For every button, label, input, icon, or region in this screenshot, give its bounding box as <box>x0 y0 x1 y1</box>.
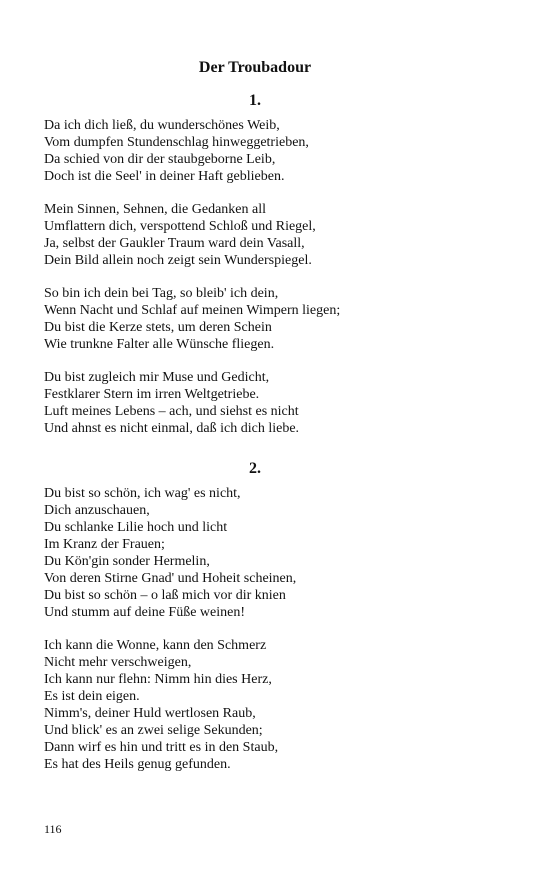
poem-line: Und blick' es an zwei selige Sekunden; <box>44 723 263 738</box>
poem-section-1 <box>44 91 474 453</box>
poem-line: Im Kranz der Frauen; <box>44 537 165 552</box>
stanza <box>44 117 474 185</box>
stanza <box>44 201 474 269</box>
poem-line: Du bist zugleich mir Muse und Gedicht, <box>44 370 270 385</box>
section-number-1: 1. <box>249 92 261 109</box>
poem-line: Festklarer Stern im irren Weltgetriebe. <box>44 387 260 402</box>
poem-line: Du bist so schön – o laß mich vor dir knien <box>44 588 286 603</box>
poem-line: Es hat des Heils genug gefunden. <box>44 757 231 772</box>
poem-line: Du bist die Kerze stets, um deren Schein <box>44 320 272 335</box>
poem-line: Nimm's, deiner Huld wertlosen Raub, <box>44 706 256 721</box>
poem-line: Umflattern dich, verspottend Schloß und Riegel, <box>44 219 316 234</box>
poem-line: Da schied von dir der staubgeborne Leib, <box>44 152 276 167</box>
poem-line: Wenn Nacht und Schlaf auf meinen Wimpern liegen; <box>44 303 341 318</box>
stanza <box>44 485 474 621</box>
poem-line: Du Kön'gin sonder Hermelin, <box>44 554 210 569</box>
poem-line: Dein Bild allein noch zeigt sein Wunderspiegel. <box>44 253 312 268</box>
poem-line: So bin ich dein bei Tag, so bleib' ich dein, <box>44 286 279 301</box>
poem-line: Ich kann nur flehn: Nimm hin dies Herz, <box>44 672 272 687</box>
stanza <box>44 285 474 353</box>
poem-line: Doch ist die Seel' in deiner Haft geblieben. <box>44 169 285 184</box>
poem-line: Ja, selbst der Gaukler Traum ward dein Vasall, <box>44 236 305 251</box>
poem-line: Nicht mehr verschweigen, <box>44 655 192 670</box>
poem-line: Und ahnst es nicht einmal, daß ich dich liebe. <box>44 421 300 436</box>
poem-line: Vom dumpfen Stundenschlag hinweggetrieben, <box>44 135 309 150</box>
poem-line: Wie trunkne Falter alle Wünsche fliegen. <box>44 337 275 352</box>
poem-line: Du schlanke Lilie hoch und licht <box>44 520 228 535</box>
poem-line: Ich kann die Wonne, kann den Schmerz <box>44 638 267 653</box>
page-number: 116 <box>44 822 62 836</box>
poem-line: Dann wirf es hin und tritt es in den Staub, <box>44 740 279 755</box>
poem-section-2 <box>44 459 474 789</box>
section-number-2: 2. <box>249 460 261 477</box>
poem-line: Dich anzuschauen, <box>44 503 150 518</box>
poem-line: Da ich dich ließ, du wunderschönes Weib, <box>44 118 280 133</box>
poem-line: Und stumm auf deine Füße weinen! <box>44 605 246 620</box>
section-1-stanzas <box>44 117 474 437</box>
poem-title: Der Troubadour <box>198 59 312 76</box>
section-2-stanzas <box>44 485 474 773</box>
poem-line: Du bist so schön, ich wag' es nicht, <box>44 486 241 501</box>
poem-line: Luft meines Lebens – ach, und siehst es nicht <box>44 404 299 419</box>
poem-line: Von deren Stirne Gnad' und Hoheit scheinen, <box>44 571 297 586</box>
stanza <box>44 637 474 773</box>
stanza <box>44 369 474 437</box>
poem-line: Es ist dein eigen. <box>44 689 140 704</box>
poem-line: Mein Sinnen, Sehnen, die Gedanken all <box>44 202 267 217</box>
